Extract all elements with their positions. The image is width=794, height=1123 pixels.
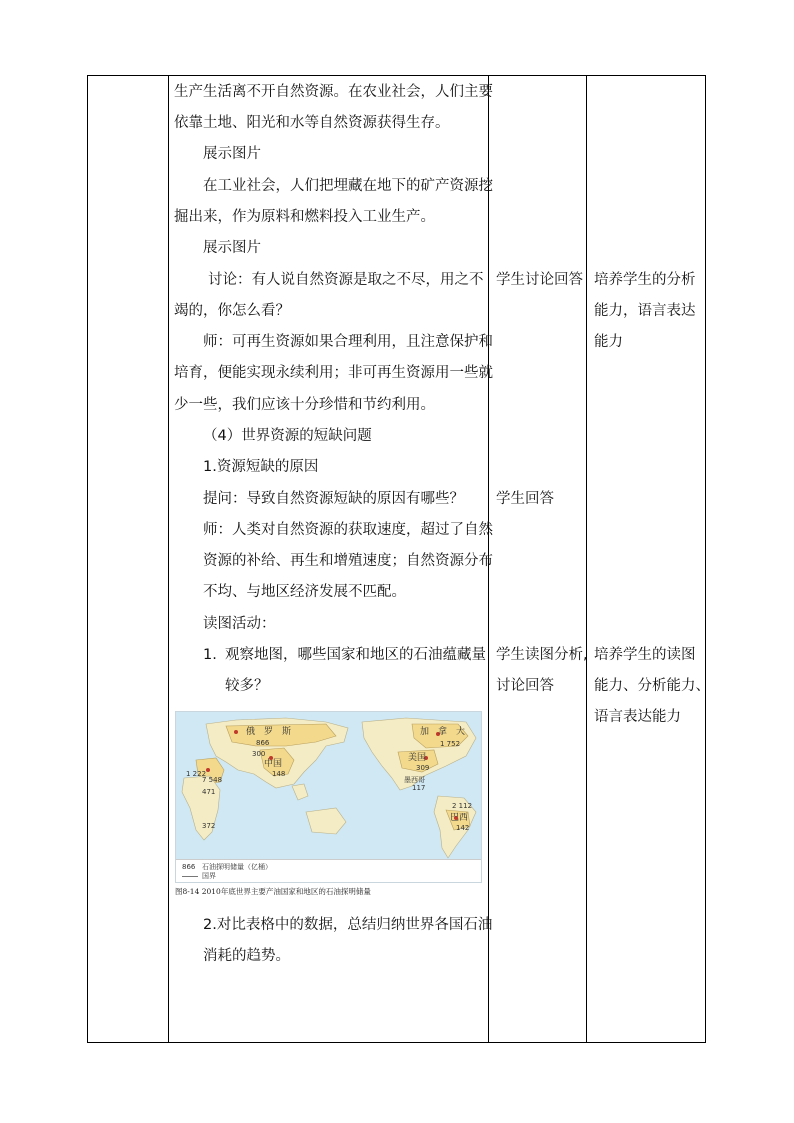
mexico-label: 墨西哥 bbox=[404, 776, 425, 784]
content-line: 培育，便能实现永续利用；非可再生资源用一些就 bbox=[174, 365, 493, 381]
column-divider bbox=[586, 76, 587, 1042]
design-purpose: 培养学生的读图 bbox=[594, 647, 696, 663]
legend-item: 石油探明储量（亿桶） bbox=[202, 863, 272, 871]
canada-label: 加 拿 大 bbox=[420, 727, 466, 737]
venezuela-value: 2 112 bbox=[452, 802, 473, 810]
content-line: 观察地图，哪些国家和地区的石油蕴藏量 bbox=[225, 647, 486, 663]
border-line-icon bbox=[182, 876, 198, 877]
usa-label: 美国 bbox=[408, 753, 427, 763]
map-legend bbox=[176, 859, 481, 882]
list-number: 1. bbox=[203, 647, 217, 663]
africa-value: 372 bbox=[202, 822, 216, 830]
mideast-value: 1 222 bbox=[186, 770, 207, 778]
mideast-value: 7 548 bbox=[202, 776, 223, 784]
design-purpose: 能力，语言表达 bbox=[594, 303, 696, 319]
map-caption: 图8-14 2010年底世界主要产油国家和地区的石油探明储量 bbox=[175, 887, 371, 896]
content-line: 生产生活离不开自然资源。在农业社会，人们主要 bbox=[174, 84, 493, 100]
brazil-value: 142 bbox=[456, 824, 470, 832]
content-line: 提问：导致自然资源短缺的原因有哪些？ bbox=[203, 491, 464, 507]
design-purpose: 能力 bbox=[594, 334, 623, 350]
content-line: 展示图片 bbox=[203, 240, 261, 256]
russia-label: 俄 罗 斯 bbox=[246, 727, 292, 737]
content-line: 不均、与地区经济发展不匹配。 bbox=[203, 584, 406, 600]
map-graphic bbox=[176, 712, 482, 883]
content-line: 读图活动： bbox=[203, 616, 276, 632]
china-label: 中国 bbox=[264, 759, 283, 769]
russia-value: 866 bbox=[256, 739, 270, 747]
design-purpose: 语言表达能力 bbox=[594, 709, 681, 725]
content-line: 展示图片 bbox=[203, 146, 261, 162]
canada-value: 1 752 bbox=[440, 740, 461, 748]
legend-border: 国界 bbox=[202, 872, 216, 880]
column-divider bbox=[168, 76, 169, 1042]
brazil-label: 巴西 bbox=[450, 813, 469, 823]
china-value: 148 bbox=[272, 770, 286, 778]
mexico-value: 117 bbox=[412, 784, 426, 792]
content-line: 2.对比表格中的数据，总结归纳世界各国石油 bbox=[203, 917, 493, 933]
content-line: 依靠土地、阳光和水等自然资源获得生存。 bbox=[174, 115, 450, 131]
content-line: 在工业社会，人们把埋藏在地下的矿产资源挖 bbox=[203, 178, 493, 194]
student-activity: 学生回答 bbox=[496, 491, 554, 507]
student-activity: 讨论回答 bbox=[496, 678, 554, 694]
content-line: 竭的，你怎么看？ bbox=[174, 303, 290, 319]
content-line: （4）世界资源的短缺问题 bbox=[203, 428, 372, 444]
student-activity: 学生讨论回答 bbox=[496, 272, 583, 288]
design-purpose: 能力、分析能力、 bbox=[594, 678, 710, 694]
kazakhstan-value: 300 bbox=[252, 750, 266, 758]
student-activity: 学生读图分析, bbox=[496, 647, 588, 663]
world-oil-reserves-map bbox=[175, 711, 482, 883]
legend-value: 866 bbox=[182, 863, 196, 871]
content-line: 掘出来，作为原料和燃料投入工业生产。 bbox=[174, 209, 435, 225]
africa-value: 471 bbox=[202, 788, 216, 796]
content-line: 1.资源短缺的原因 bbox=[203, 459, 319, 475]
content-line: 消耗的趋势。 bbox=[203, 948, 290, 964]
usa-value: 309 bbox=[416, 764, 430, 772]
content-line: 较多？ bbox=[225, 678, 269, 694]
content-line: 师：可再生资源如果合理利用，且注意保护和 bbox=[203, 334, 493, 350]
content-line: 少一些，我们应该十分珍惜和节约利用。 bbox=[174, 397, 435, 413]
content-line: 资源的补给、再生和增殖速度；自然资源分布 bbox=[203, 553, 493, 569]
design-purpose: 培养学生的分析 bbox=[594, 272, 696, 288]
content-line: 讨论：有人说自然资源是取之不尽，用之不 bbox=[208, 272, 484, 288]
content-line: 师：人类对自然资源的获取速度，超过了自然 bbox=[203, 522, 493, 538]
